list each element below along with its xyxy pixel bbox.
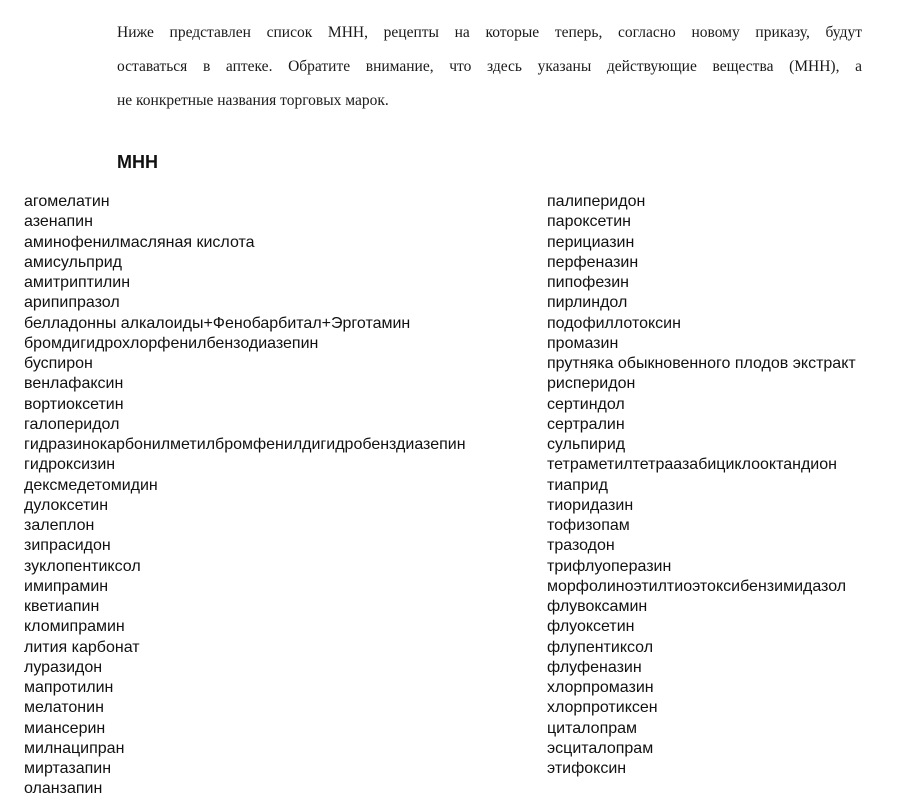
drug-list-item: тразодон bbox=[547, 537, 615, 555]
drug-list-item: трифлуоперазин bbox=[547, 557, 672, 575]
drug-list-item: флуоксетин bbox=[547, 618, 635, 636]
drug-list-item: хлорпромазин bbox=[547, 679, 654, 696]
drug-list-left bbox=[24, 192, 466, 800]
drug-list-item: кветиапин bbox=[24, 598, 100, 615]
drug-list-item: сертиндол bbox=[547, 395, 625, 413]
drug-list-item: буспирон bbox=[24, 355, 93, 372]
drug-list-item: имипрамин bbox=[24, 577, 109, 595]
drug-list-item: тиоридазин bbox=[547, 496, 634, 514]
drug-list-item: пирлиндол bbox=[547, 294, 628, 312]
intro-line: не конкретные названия торговых марок. bbox=[117, 92, 389, 109]
drug-list-item: залеплон bbox=[24, 517, 95, 534]
drug-list-item: эсциталопрам bbox=[547, 739, 654, 757]
drug-list-item: пипофезин bbox=[547, 274, 629, 291]
intro-paragraph bbox=[117, 16, 862, 118]
drug-list-item: арипипразол bbox=[24, 294, 120, 312]
drug-list-right bbox=[547, 192, 856, 779]
intro-line: Ниже представлен список МНН, рецепты на которые теперь, согласно новому приказу, будут bbox=[117, 24, 862, 41]
drug-list-item: палиперидон bbox=[547, 193, 646, 210]
drug-list-item: этифоксин bbox=[547, 760, 627, 777]
drug-list-item: лития карбонат bbox=[24, 638, 140, 656]
drug-list-item: тофизопам bbox=[547, 517, 630, 534]
list-heading: МНН bbox=[117, 152, 158, 172]
drug-list-item: тиаприд bbox=[547, 476, 608, 494]
drug-list-item: гидразинокарбонилметилбромфенилдигидробенздиазепин bbox=[24, 436, 466, 453]
drug-list-item: тетраметилтетраазабициклооктандион bbox=[547, 456, 837, 474]
drug-list-item: зипрасидон bbox=[24, 537, 111, 555]
intro-line: оставаться в аптеке. Обратите внимание, что здесь указаны действующие вещества (МНН), а bbox=[117, 58, 862, 75]
drug-list-item: мелатонин bbox=[24, 699, 104, 717]
drug-list-item: миансерин bbox=[24, 719, 106, 737]
drug-list-item: аминофенилмасляная кислота bbox=[24, 233, 255, 251]
drug-list-item: миртазапин bbox=[24, 760, 112, 777]
drug-list-item: азенапин bbox=[24, 213, 93, 231]
drug-list-item: промазин bbox=[547, 334, 619, 352]
drug-list-item: прутняка обыкновенного плодов экстракт bbox=[547, 355, 856, 372]
drug-list-item: флувоксамин bbox=[547, 598, 648, 615]
drug-list-item: луразидон bbox=[24, 658, 103, 676]
drug-list-item: флупентиксол bbox=[547, 638, 654, 656]
drug-list-item: амитриптилин bbox=[24, 274, 131, 291]
drug-list-item: зуклопентиксол bbox=[24, 557, 141, 575]
drug-list-item: оланзапин bbox=[24, 780, 103, 798]
drug-list-item: мапротилин bbox=[24, 679, 114, 696]
drug-list-item: кломипрамин bbox=[24, 618, 125, 636]
drug-list-item: подофиллотоксин bbox=[547, 314, 681, 332]
drug-list-item: амисульприд bbox=[24, 253, 122, 271]
drug-list-item: рисперидон bbox=[547, 375, 636, 393]
drug-list-item: морфолиноэтилтиоэтоксибензимидазол bbox=[547, 577, 847, 595]
drug-list-item: дулоксетин bbox=[24, 496, 109, 514]
drug-list-item: милнаципран bbox=[24, 739, 125, 757]
drug-list-item: перициазин bbox=[547, 233, 635, 251]
drug-list-item: дексмедетомидин bbox=[24, 476, 158, 494]
drug-list-item: перфеназин bbox=[547, 253, 639, 271]
drug-list-item: хлорпротиксен bbox=[547, 699, 658, 717]
drug-list-item: агомелатин bbox=[24, 193, 110, 210]
drug-list-item: вортиоксетин bbox=[24, 395, 124, 413]
drug-list-item: венлафаксин bbox=[24, 375, 124, 393]
drug-list-item: белладонны алкалоиды+Фенобарбитал+Эрготамин bbox=[24, 314, 411, 332]
drug-list-item: гидроксизин bbox=[24, 456, 116, 474]
drug-list-item: бромдигидрохлорфенилбензодиазепин bbox=[24, 334, 319, 352]
drug-list-item: флуфеназин bbox=[547, 658, 642, 676]
drug-list-item: сертралин bbox=[547, 415, 625, 433]
drug-list-item: галоперидол bbox=[24, 415, 120, 433]
drug-list-item: сульпирид bbox=[547, 436, 626, 453]
drug-list-item: пароксетин bbox=[547, 213, 632, 231]
drug-list-item: циталопрам bbox=[547, 719, 638, 737]
